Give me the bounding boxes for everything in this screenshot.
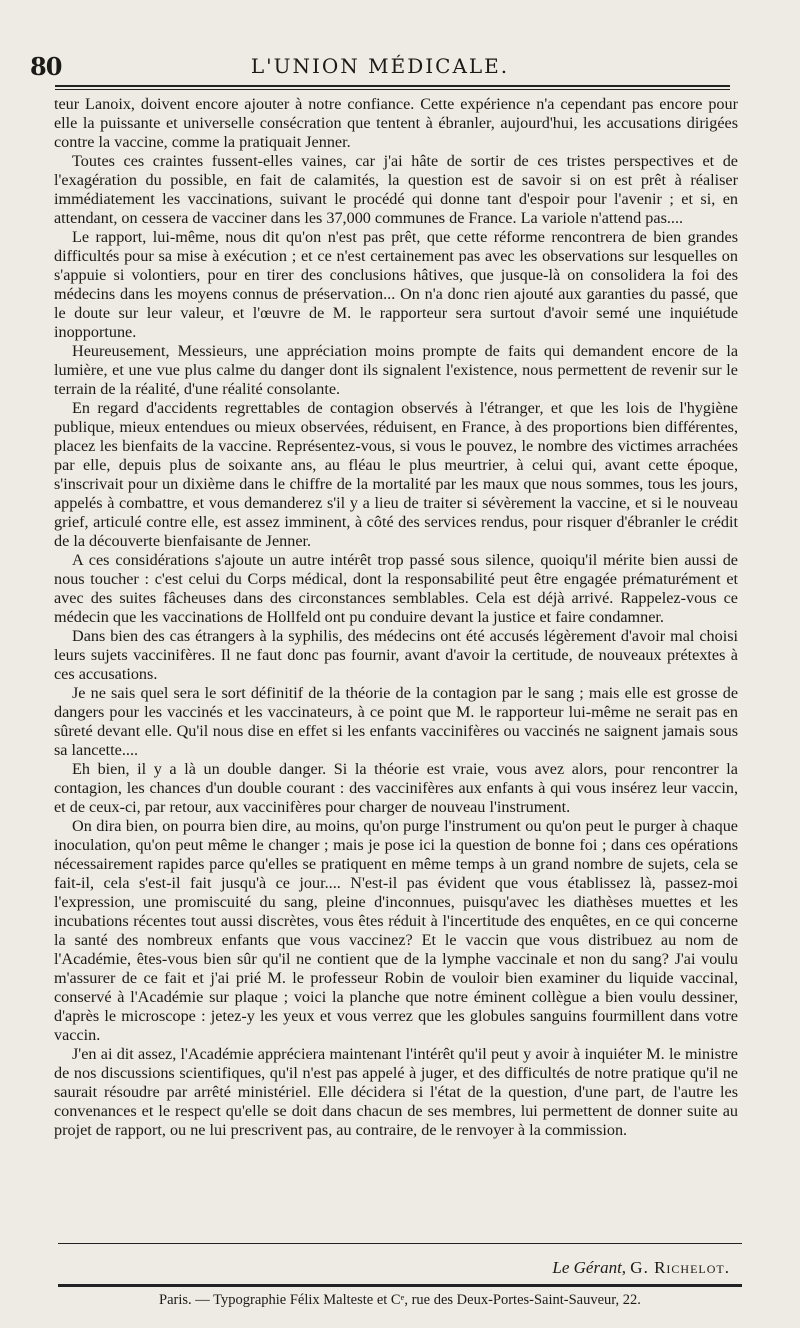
paragraph: Heureusement, Messieurs, une appréciation moins prompte de faits qui demandent encore de la lumière, et une vue plus calme du danger dont ils signalent l'existence, nous permettent de revenir sur le terrain de la réalité, d'une réalité consolante. (54, 342, 738, 398)
paragraph: teur Lanoix, doivent encore ajouter à notre confiance. Cette expérience n'a cependant pas encore pour elle la puissante et universelle consécration que tentent à ébranler, aujourd'hui, les accusations dirigées contre la vaccine, comme la pratiquait Jenner. (54, 95, 738, 151)
signature-separator: , (621, 1258, 627, 1277)
paragraph: Toutes ces craintes fussent-elles vaines, car j'ai hâte de sortir de ces tristes perspectives et de l'exagération du possible, en fait de calamités, la question est de savoir si on est prêt à réaliser immédiatement les vaccinations, suivant le procédé qui donne tant d'espoir pour l'avenir ; et si, en attendant, on cessera de vacciner dans les 37,000 communes de France. La variole n'attend pas.... (54, 152, 738, 227)
paragraph: A ces considérations s'ajoute un autre intérêt trop passé sous silence, quoiqu'il mérite bien aussi de nous toucher : c'est celui du Corps médical, dont la responsabilité peut être engagée prématurément et avec des suites fâcheuses dans des circonstances semblables. Cela est déjà arrivé. Rappelez-vous ce médecin que les vaccinations de Hollfeld ont pu conduire devant la justice et faire condamner. (54, 551, 738, 626)
paragraph: J'en ai dit assez, l'Académie appréciera maintenant l'intérêt qu'il peut y avoir à inquiéter M. le ministre de nos discussions scientifiques, qu'il n'est pas appelé à juger, et des difficultés de notre pratique qu'il ne saurait résoudre par arrêté ministériel. Elle décidera si l'état de la question, d'une part, de l'autre les convenances et le respect qu'elle se doit dans chacun de ses membres, lui permettent de donner suite au projet de rapport, ou ne lui prescrivent pas, au contraire, de le renvoyer à la commission. (54, 1045, 738, 1139)
imprint-rule (58, 1284, 742, 1287)
paragraph: Eh bien, il y a là un double danger. Si la théorie est vraie, vous avez alors, pour rencontrer la contagion, les chances d'un double courant : des vaccinifères aux enfants à qui vous insérez leur vaccin, et de ceux-ci, par retour, aux vaccinifères pour charger de nouveau l'instrument. (54, 760, 738, 816)
footer-rule (58, 1243, 742, 1244)
printer-imprint: Paris. — Typographie Félix Malteste et Cᵉ, rue des Deux-Portes-Saint-Sauveur, 22. (159, 1292, 641, 1308)
paragraph: En regard d'accidents regrettables de contagion observés à l'étranger, et que les lois de l'hygiène publique, mieux entendues ou mieux observées, réduisent, en France, à des proportions bien différentes, placez les bienfaits de la vaccine. Représentez-vous, si vous le pouvez, le nombre des victimes arrachées par elle, depuis plus de soixante ans, au fléau le plus meurtrier, à celui qui, avant cette époque, s'inscrivait pour un dixième dans le chiffre de la mortalité par les maux que nous sommes, tous les jours, appelés à combattre, et vous demanderez s'il y a lieu de traiter si sévèrement la vaccine, et si le nouveau grief, articulé contre elle, est assez imminent, à côté des services rendus, pour risquer d'ébranler le crédit de la découverte bienfaisante de Jenner. (54, 399, 738, 550)
header-rule (55, 85, 730, 90)
paragraph: Dans bien des cas étrangers à la syphilis, des médecins ont été accusés légèrement d'avoir mal choisi leurs sujets vaccinifères. Il ne faut donc pas fournir, avant d'avoir la certitude, de nouveaux prétextes à ces accusations. (54, 627, 738, 683)
paragraph: On dira bien, on pourra bien dire, au moins, qu'on purge l'instrument ou qu'on peut le purger à chaque inoculation, qu'on peut même le changer ; mais je pose ici la question de bonne foi ; dans ces opérations nécessairement rapides parce qu'elles se pratiquent en même temps à un grand nombre de sujets, cela se fait-il, cela s'est-il fait jusqu'à ce jour.... N'est-il pas évident que vous établissez là, passez-moi l'expression, une promiscuité du sang, pleine d'inconnues, puisqu'avec les diathèses muettes et les incubations récentes tout aussi discrètes, vous êtes réduit à l'incertitude des enquêtes, en ce qui concerne la santé des nombreux enfants que vous vaccinez? Et le vaccin que vous distribuez au nom de l'Académie, êtes-vous bien sûr qu'il ne contient que de la lymphe vaccinale et non du sang? J'ai voulu m'assurer de ce fait et j'ai prié M. le professeur Robin de vouloir bien examiner du liquide vaccinal, conservé à l'Académie sur plaque ; voici la planche que notre éminent collègue a bien voulu dessiner, d'après le microscope : jetez-y les yeux et vous verrez que les globules sanguins fourmillent dans votre vaccin. (54, 817, 738, 1044)
running-header (30, 44, 730, 84)
page-number: 80 (30, 52, 62, 81)
journal-title: L'UNION MÉDICALE. (250, 54, 510, 78)
signature-role: Le Gérant (552, 1258, 622, 1277)
paragraph: Le rapport, lui-même, nous dit qu'on n'est pas prêt, que cette réforme rencontrera de bien grandes difficultés pour sa mise à exécution ; et ce n'est certainement pas avec les observations sur lesquelles on s'appuie si volontiers, pour en tirer des conclusions hâtives, que jusque-là on consolidera la foi des médecins dans les moyens connus de préservation... On n'a donc rien ajouté aux garanties du passé, que le doute sur leur valeur, et l'œuvre de M. le rapporteur sera surtout d'avoir semé une inquiétude inopportune. (54, 228, 738, 341)
signature-name: G. Richelot. (630, 1258, 730, 1277)
paragraph: Je ne sais quel sera le sort définitif de la théorie de la contagion par le sang ; mais elle est grosse de dangers pour les vaccinés et les vaccinateurs, à ce point que M. le rapporteur lui-même ne serait pas en sûreté devant elle. Qu'il nous dise en effet si les enfants vaccinifères ou vaccinés ne saignent jamais sous sa lancette.... (54, 684, 738, 759)
article-body (54, 95, 738, 1140)
editor-signature (552, 1258, 730, 1278)
